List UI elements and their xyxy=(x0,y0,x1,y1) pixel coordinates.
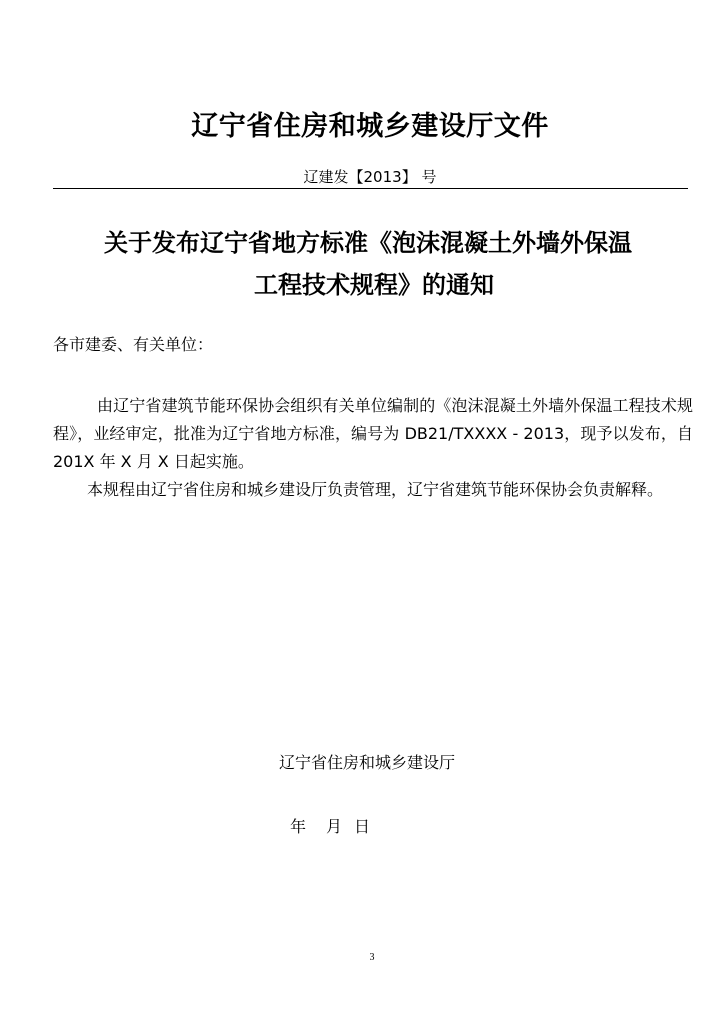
header-divider xyxy=(53,188,688,189)
document-number: 辽建发【2013】 号 xyxy=(303,168,437,186)
body-paragraph-1: 由辽宁省建筑节能环保协会组织有关单位编制的《泡沫混凝土外墙外保温工程技术规程》，业经审定，批准为辽宁省地方标准，编号为 DB21/TXXXX - 2013，现予以发布，自 201X 年 X 月 X 日起实施。 xyxy=(53,396,693,471)
date-year-label: 年 xyxy=(290,817,307,836)
date-month-label: 月 xyxy=(326,817,343,836)
page-number: 3 xyxy=(369,952,375,963)
notice-title-line1: 关于发布辽宁省地方标准《泡沫混凝土外墙外保温 xyxy=(104,229,632,257)
salutation: 各市建委、有关单位： xyxy=(53,335,214,354)
signer: 辽宁省住房和城乡建设厅 xyxy=(278,753,455,772)
notice-title xyxy=(104,222,684,306)
date-day-label: 日 xyxy=(354,817,371,836)
issuer-title: 辽宁省住房和城乡建设厅文件 xyxy=(191,111,549,142)
notice-title-line2: 工程技术规程》的通知 xyxy=(254,271,494,299)
date-line xyxy=(290,814,370,837)
body-text xyxy=(53,392,693,504)
body-paragraph-2: 本规程由辽宁省住房和城乡建设厅负责管理，辽宁省建筑节能环保协会负责解释。 xyxy=(87,480,664,499)
